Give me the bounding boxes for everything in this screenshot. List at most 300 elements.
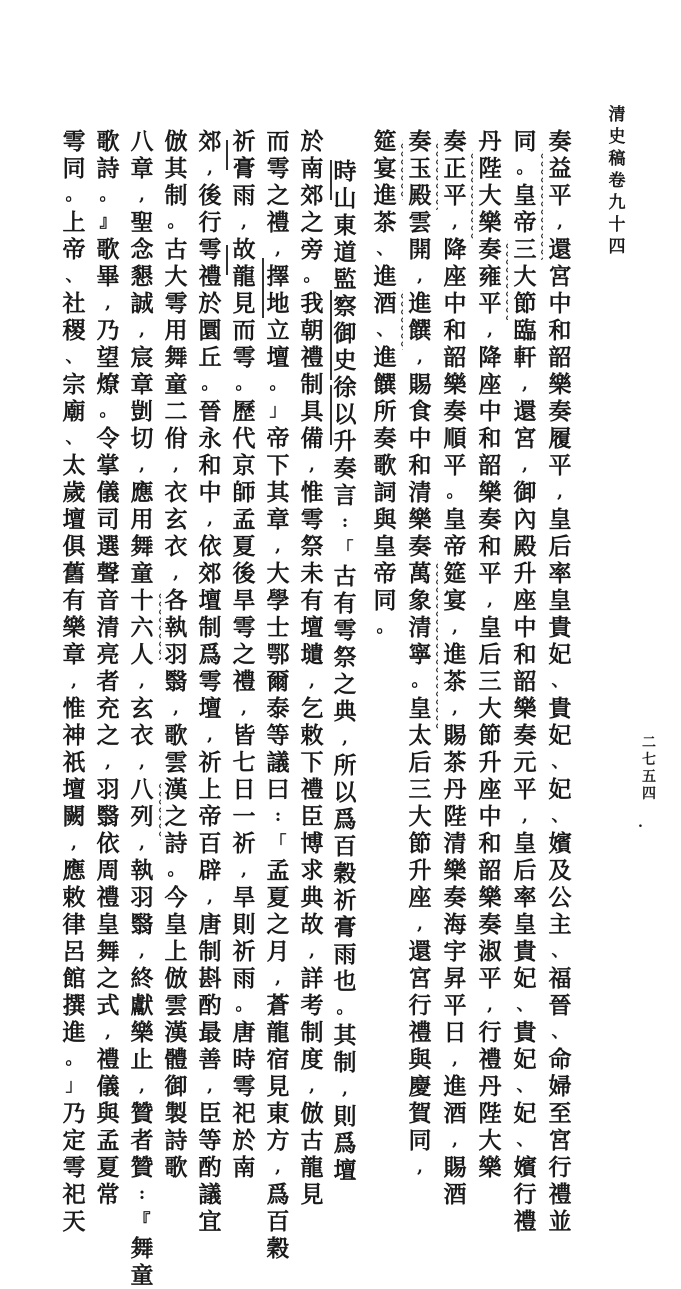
char: 童 (164, 371, 188, 398)
char: 行 (198, 209, 222, 236)
char: 行 (513, 1181, 537, 1208)
char: 中 (548, 290, 572, 317)
char: 並 (548, 1208, 572, 1235)
char: 於 (198, 290, 222, 317)
char: 天 (62, 1208, 86, 1235)
char: 中 (513, 614, 537, 641)
char: 淑 (478, 938, 502, 965)
char: 四 (608, 237, 626, 257)
char: 東 (333, 212, 357, 239)
char: 郊 (300, 182, 324, 209)
char: 平 (443, 992, 467, 1019)
char: 代 (232, 425, 256, 452)
char: 蒼 (266, 992, 290, 1019)
char: 清 (608, 105, 626, 125)
char: 斟 (198, 965, 222, 992)
char: 貴 (548, 695, 572, 722)
char: 備 (300, 425, 324, 452)
char: 同 (373, 587, 397, 614)
char: 撰 (62, 992, 86, 1019)
char: 執 (130, 857, 154, 884)
char: , (207, 1076, 213, 1096)
char: 清 (96, 614, 120, 641)
char: 百 (266, 1208, 290, 1235)
char: 后 (548, 533, 572, 560)
name-underline (262, 258, 264, 318)
char: 上 (164, 938, 188, 965)
char: , (275, 536, 281, 556)
char: 監 (333, 266, 357, 293)
text-column (264, 128, 292, 1262)
char: 寧 (408, 641, 432, 668)
char: 百 (333, 833, 357, 860)
char: 皇 (478, 614, 502, 641)
char: 命 (548, 1046, 572, 1073)
char: 進 (373, 263, 397, 290)
char: 行 (408, 992, 432, 1019)
char: , (452, 1130, 458, 1150)
char: 南 (300, 155, 324, 182)
char: 旱 (232, 587, 256, 614)
char: 酒 (373, 290, 397, 317)
char: 樂 (62, 614, 86, 641)
char: 。 (303, 266, 321, 286)
char: 賜 (443, 722, 467, 749)
text-column (546, 128, 574, 1235)
char: 制 (333, 1049, 357, 1076)
char: 御 (164, 1073, 188, 1100)
char: , (417, 266, 423, 286)
char: 龍 (300, 1154, 324, 1181)
name-underline (330, 290, 332, 380)
char: 歌 (164, 722, 188, 749)
char: 卷 (608, 171, 626, 191)
char: , (275, 968, 281, 988)
char: 奏 (333, 455, 357, 482)
char: 奏 (443, 128, 467, 155)
char: 而 (232, 317, 256, 344)
char: 考 (300, 992, 324, 1019)
char: 之 (96, 722, 120, 749)
char: 降 (478, 344, 502, 371)
char: 和 (548, 317, 572, 344)
char: 『 (133, 1211, 151, 1231)
char: 制 (300, 1019, 324, 1046)
char: 祇 (62, 749, 86, 776)
char: 、 (65, 428, 83, 448)
char: 婦 (548, 1073, 572, 1100)
char: 玄 (164, 506, 188, 533)
char: 率 (513, 884, 537, 911)
char: 升 (478, 749, 502, 776)
char: , (173, 455, 179, 475)
char: 舞 (130, 533, 154, 560)
char: 聲 (96, 560, 120, 587)
char: 稷 (62, 317, 86, 344)
char: 祈 (232, 128, 256, 155)
char: 。 (411, 671, 429, 691)
char: , (309, 1076, 315, 1096)
char: 依 (198, 533, 222, 560)
book-title (606, 104, 628, 258)
char: 之 (266, 182, 290, 209)
char: 順 (443, 425, 467, 452)
char: , (139, 671, 145, 691)
char: 海 (443, 911, 467, 938)
char: 膏 (232, 155, 256, 182)
char: 令 (96, 425, 120, 452)
char: 、 (551, 1022, 569, 1042)
title-wavy-mark (158, 590, 161, 660)
char: 雩 (232, 1073, 256, 1100)
char: 歲 (62, 479, 86, 506)
char: 禮 (408, 1019, 432, 1046)
char: 龍 (232, 263, 256, 290)
char: 詩 (96, 155, 120, 182)
char: 皇 (548, 587, 572, 614)
char: , (139, 752, 145, 772)
char: 賜 (408, 371, 432, 398)
char: 。 (167, 212, 185, 232)
char: 七 (642, 752, 656, 768)
char: 館 (62, 965, 86, 992)
char: 內 (513, 506, 537, 533)
char: 后 (478, 641, 502, 668)
char: 進 (443, 1073, 467, 1100)
char: 爲 (266, 1181, 290, 1208)
char: 舞 (164, 344, 188, 371)
char: 樂 (478, 1154, 502, 1181)
char: 舊 (62, 560, 86, 587)
char: 福 (548, 965, 572, 992)
char: 以 (333, 779, 357, 806)
char: 師 (232, 479, 256, 506)
text-column (331, 158, 359, 1184)
char: 等 (266, 722, 290, 749)
char: 妃 (548, 722, 572, 749)
char: 穀 (333, 860, 357, 887)
char: 雩 (62, 128, 86, 155)
char: 正 (443, 155, 467, 182)
char: 二 (642, 735, 656, 751)
char: 章 (266, 506, 290, 533)
text-column (128, 128, 156, 1289)
char: 議 (198, 1181, 222, 1208)
char: 雩 (232, 344, 256, 371)
char: 宗 (62, 371, 86, 398)
char: , (522, 806, 528, 826)
char: , (452, 1049, 458, 1069)
char: 衣 (130, 722, 154, 749)
char: 衣 (164, 533, 188, 560)
char: 以 (333, 401, 357, 428)
char: , (241, 212, 247, 232)
char: 皇 (443, 506, 467, 533)
char: 禮 (96, 884, 120, 911)
char: 應 (62, 857, 86, 884)
char: 。 (167, 860, 185, 880)
char: 儀 (96, 479, 120, 506)
char: 皇 (513, 182, 537, 209)
char: 之 (232, 641, 256, 668)
char: 雩 (62, 1154, 86, 1181)
char: 有 (300, 587, 324, 614)
char: 歌 (373, 452, 397, 479)
char: 古 (300, 1127, 324, 1154)
title-wavy-mark (400, 140, 403, 200)
char: 燎 (96, 371, 120, 398)
char: 禮 (548, 1181, 572, 1208)
char: 雩 (198, 668, 222, 695)
char: 爾 (266, 668, 290, 695)
char: , (71, 671, 77, 691)
char: 進 (62, 1019, 86, 1046)
char: 雩 (333, 617, 357, 644)
char: 則 (333, 1103, 357, 1130)
char: 、 (551, 806, 569, 826)
char: 雨 (333, 941, 357, 968)
name-underline (330, 160, 332, 200)
char: 宿 (266, 1046, 290, 1073)
char: , (207, 509, 213, 529)
char: 丹 (478, 1073, 502, 1100)
char: 。 (99, 185, 117, 205)
char: 泰 (266, 695, 290, 722)
char: 大 (408, 803, 432, 830)
char: 壇 (333, 1157, 357, 1184)
char: 制 (300, 371, 324, 398)
char: 益 (548, 155, 572, 182)
char: 妃 (513, 965, 537, 992)
char: 和 (443, 317, 467, 344)
char: 、 (551, 752, 569, 772)
char: 雲 (164, 992, 188, 1019)
char: , (241, 698, 247, 718)
char: 之 (266, 911, 290, 938)
char: 畢 (96, 263, 120, 290)
char: 乞 (300, 695, 324, 722)
char: 懇 (130, 263, 154, 290)
char: 童 (130, 1262, 154, 1289)
char: 。 (446, 482, 464, 502)
char: 終 (130, 965, 154, 992)
char: 祈 (232, 938, 256, 965)
char: 宮 (408, 965, 432, 992)
char: 皇 (513, 830, 537, 857)
char: 章 (130, 371, 154, 398)
char: , (139, 1076, 145, 1096)
char: 奏 (373, 425, 397, 452)
char: 圜 (198, 317, 222, 344)
char: 倣 (164, 965, 188, 992)
char: 制 (198, 938, 222, 965)
char: 郊 (198, 560, 222, 587)
char: 同 (62, 155, 86, 182)
char: 用 (164, 317, 188, 344)
char: 。 (516, 158, 534, 178)
char: 、 (376, 320, 394, 340)
char: 。 (376, 617, 394, 637)
char: 上 (198, 776, 222, 803)
char: 也 (333, 968, 357, 995)
page-dot: . (638, 815, 643, 831)
char: 地 (266, 290, 290, 317)
char: , (105, 1022, 111, 1042)
char: 望 (96, 344, 120, 371)
char: 后 (513, 857, 537, 884)
char: 皆 (232, 722, 256, 749)
char: 人 (130, 641, 154, 668)
char: 貴 (548, 614, 572, 641)
text-column (406, 128, 434, 1181)
page-number (640, 735, 658, 803)
char: 節 (408, 830, 432, 857)
char: 今 (164, 884, 188, 911)
char: 、 (65, 347, 83, 367)
char: 南 (232, 1154, 256, 1181)
char: 祈 (198, 749, 222, 776)
char: 還 (408, 938, 432, 965)
char: 禮 (478, 1046, 502, 1073)
char: 宴 (443, 587, 467, 614)
char: 陛 (443, 803, 467, 830)
char: 永 (198, 425, 222, 452)
char: 十 (608, 215, 626, 235)
char: 百 (198, 830, 222, 857)
char: 和 (513, 641, 537, 668)
char: 奏 (513, 722, 537, 749)
char: 壇 (266, 344, 290, 371)
char: 下 (300, 749, 324, 776)
char: 妃 (513, 1046, 537, 1073)
char: 軒 (513, 344, 537, 371)
char: 奏 (443, 884, 467, 911)
char: 時 (232, 1046, 256, 1073)
char: 象 (408, 587, 432, 614)
char: 奏 (408, 128, 432, 155)
char: 三 (513, 236, 537, 263)
char: 察 (333, 293, 357, 320)
char: 六 (130, 614, 154, 641)
char: 雩 (164, 290, 188, 317)
char: 同 (513, 128, 537, 155)
char: 鄂 (266, 641, 290, 668)
char: 二 (164, 398, 188, 425)
char: 平 (443, 452, 467, 479)
char: 禮 (198, 263, 222, 290)
char: 陛 (478, 155, 502, 182)
char: 充 (96, 695, 120, 722)
char: 俱 (62, 533, 86, 560)
char: 臨 (513, 317, 537, 344)
char: 平 (478, 965, 502, 992)
char: 獻 (130, 992, 154, 1019)
char: 清 (408, 479, 432, 506)
char: 製 (164, 1100, 188, 1127)
char: 而 (266, 128, 290, 155)
title-wavy-mark (158, 780, 161, 840)
char: 儀 (96, 1073, 120, 1100)
char: 韶 (513, 668, 537, 695)
char: 皇 (408, 695, 432, 722)
text-column (60, 128, 88, 1235)
char: 唐 (232, 1019, 256, 1046)
char: 大 (513, 263, 537, 290)
char: 妃 (548, 641, 572, 668)
title-wavy-mark (540, 150, 543, 260)
char: 日 (232, 776, 256, 803)
char: 。 (269, 374, 287, 394)
char: 貴 (513, 938, 537, 965)
char: 旱 (232, 884, 256, 911)
char: 、 (551, 671, 569, 691)
char: 座 (513, 587, 537, 614)
char: 、 (516, 1130, 534, 1150)
char: 依 (96, 830, 120, 857)
char: 敕 (300, 722, 324, 749)
char: 進 (373, 344, 397, 371)
char: 、 (516, 995, 534, 1015)
char: 東 (266, 1100, 290, 1127)
char: 臣 (198, 1100, 222, 1127)
char: 食 (408, 398, 432, 425)
char: 所 (333, 752, 357, 779)
char: 下 (266, 452, 290, 479)
char: 樂 (548, 371, 572, 398)
char: 奏 (408, 533, 432, 560)
char: 所 (373, 398, 397, 425)
char: 祀 (232, 1100, 256, 1127)
char: 嬪 (548, 830, 572, 857)
char: 御 (513, 479, 537, 506)
char: , (309, 941, 315, 961)
char: 音 (96, 587, 120, 614)
char: 大 (478, 1127, 502, 1154)
name-underline (226, 140, 228, 170)
char: 歌 (96, 236, 120, 263)
char: 敕 (62, 884, 86, 911)
char: 。 (65, 1049, 83, 1069)
title-wavy-mark (435, 560, 438, 730)
char: 大 (164, 263, 188, 290)
char: 帝 (62, 236, 86, 263)
char: 其 (333, 1022, 357, 1049)
char: 三 (408, 776, 432, 803)
char: 闕 (62, 803, 86, 830)
char: 雍 (478, 263, 502, 290)
char: , (557, 482, 563, 502)
char: 雩 (266, 155, 290, 182)
char: 后 (408, 749, 432, 776)
char: 祀 (62, 1181, 86, 1208)
char: 陛 (478, 1100, 502, 1127)
char: 。 (99, 401, 117, 421)
char: 念 (130, 236, 154, 263)
char: , (139, 320, 145, 340)
char: 平 (513, 776, 537, 803)
char: 、 (516, 1076, 534, 1096)
char: 七 (232, 749, 256, 776)
char: 平 (548, 182, 572, 209)
char: 禮 (513, 1208, 537, 1235)
char: 』 (99, 212, 117, 232)
char: 朝 (300, 317, 324, 344)
char: 平 (548, 452, 572, 479)
char: 御 (333, 320, 357, 347)
char: 、 (551, 941, 569, 961)
char: 誠 (130, 290, 154, 317)
char: 有 (333, 590, 357, 617)
